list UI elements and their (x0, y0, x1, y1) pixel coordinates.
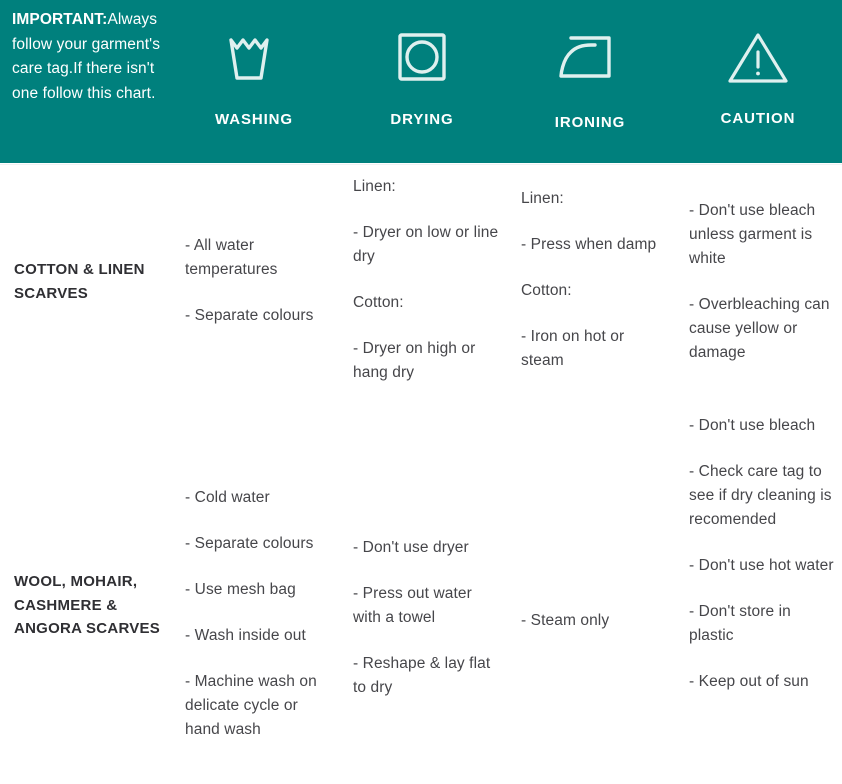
important-note-text: Always follow your garment's care tag.If there isn't one follow this chart. (12, 11, 161, 102)
list-item: Cotton: (521, 282, 572, 299)
list-item: - Don't use bleach unless garment is white (689, 202, 816, 267)
list-item: - Iron on hot or steam (521, 328, 625, 369)
list-item: - Don't store in plastic (689, 603, 791, 644)
list-item: - Dryer on low or line dry (353, 224, 499, 265)
iron-icon (555, 27, 625, 89)
list-item: - Don't use bleach (689, 417, 816, 434)
list-item: - Overbleaching can cause yellow or damage (689, 296, 830, 361)
list-item: - Check care tag to see if dry cleaning is recomended (689, 463, 832, 528)
header-label-ironing: IRONING (554, 114, 626, 131)
list-item: - Don't use dryer (353, 539, 469, 556)
list-item: - Press when damp (521, 236, 657, 253)
list-item: Linen: (521, 190, 564, 207)
list-item: Cotton: (353, 294, 404, 311)
cell-cotton-caution (689, 199, 834, 365)
important-note-strong: IMPORTANT: (12, 11, 108, 28)
cell-wool-caution (689, 414, 834, 694)
important-note (12, 8, 177, 106)
cell-cotton-drying (353, 175, 503, 385)
list-item: - Use mesh bag (185, 581, 296, 598)
header-column-ironing (520, 0, 660, 163)
list-item: - Cold water (185, 489, 270, 506)
list-item: - Wash inside out (185, 627, 306, 644)
list-item: - Steam only (521, 612, 610, 629)
header-row-divider (0, 164, 842, 165)
cell-wool-ironing (521, 609, 671, 633)
tumble-dryer-icon (391, 26, 453, 88)
washing-tub-icon (223, 26, 285, 88)
list-item: - Press out water with a towel (353, 585, 472, 626)
header-label-drying: DRYING (390, 111, 454, 128)
header-column-drying (352, 0, 492, 163)
cell-cotton-ironing (521, 187, 671, 373)
list-item: - All water temperatures (185, 237, 278, 278)
list-item: - Separate colours (185, 535, 314, 552)
list-item: - Machine wash on delicate cycle or hand wash (185, 673, 317, 738)
header-label-washing: WASHING (215, 111, 293, 128)
chart-header (0, 0, 842, 163)
cell-wool-washing (185, 486, 335, 742)
cell-wool-drying (353, 536, 503, 700)
list-item: - Don't use hot water (689, 557, 834, 574)
row-label-cotton-linen: COTTON & LINEN SCARVES (14, 261, 145, 302)
cell-cotton-washing (185, 234, 335, 328)
list-item: - Dryer on high or hang dry (353, 340, 476, 381)
header-column-caution (688, 0, 828, 163)
list-item: - Separate colours (185, 307, 314, 324)
list-item: - Keep out of sun (689, 673, 809, 690)
list-item: Linen: (353, 178, 396, 195)
header-column-washing (184, 0, 324, 163)
warning-triangle-icon (726, 30, 790, 86)
list-item: - Reshape & lay flat to dry (353, 655, 491, 696)
row-label-wool-mohair-cashmere-angora: WOOL, MOHAIR, CASHMERE & ANGORA SCARVES (14, 573, 161, 637)
header-label-caution: CAUTION (720, 110, 796, 127)
